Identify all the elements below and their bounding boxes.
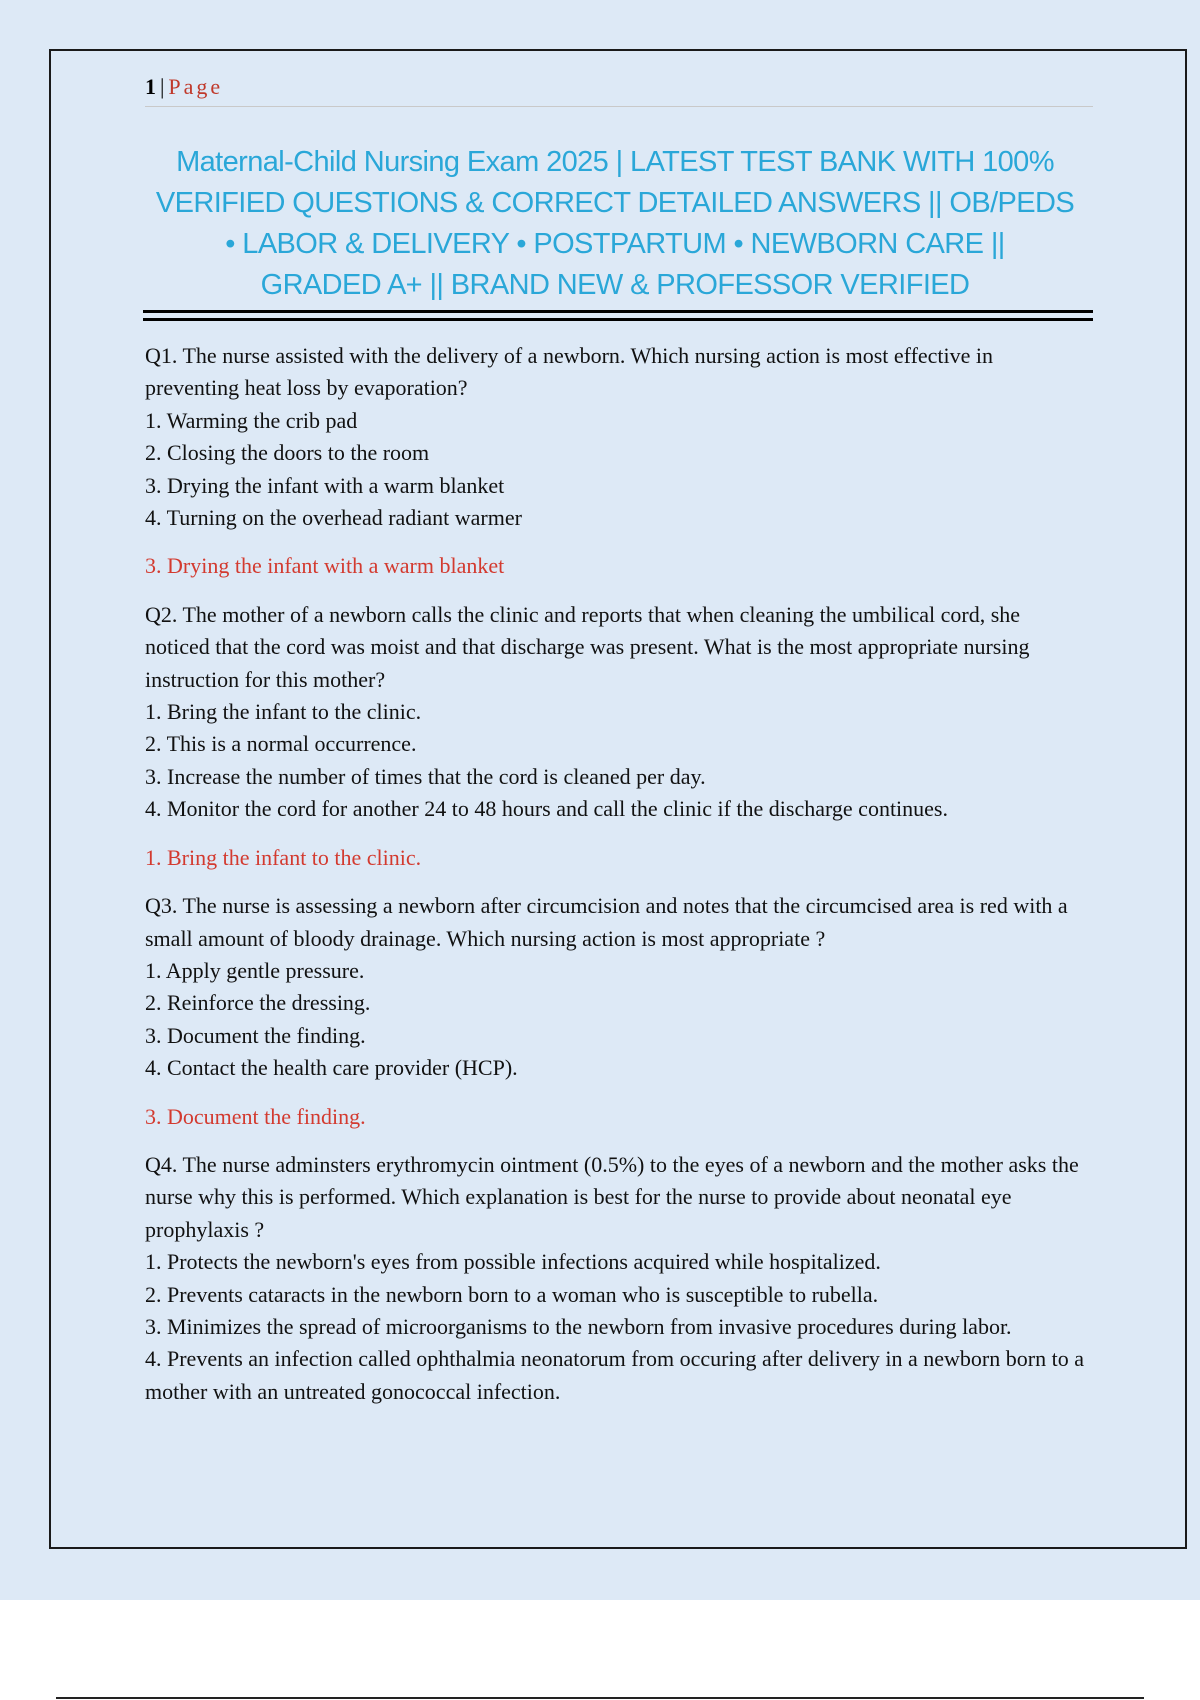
page-label: Page <box>168 74 224 99</box>
title-line: • LABOR & DELIVERY • POSTPARTUM • NEWBORN CARE || <box>225 228 1005 260</box>
title-double-rule <box>143 310 1093 321</box>
answer-option: 1. Bring the infant to the clinic. <box>145 699 422 725</box>
page-number: 1 <box>145 74 156 99</box>
title-line: Maternal-Child Nursing Exam 2025 | LATEST TEST BANK WITH 100% <box>176 146 1054 178</box>
question-1 <box>145 340 1090 583</box>
question-text: Q1. The nurse assisted with the delivery of a newborn. Which nursing action is most effective in preventing heat loss by evaporation? <box>145 343 994 401</box>
answer-option: 1. Protects the newborn's eyes from possible infections acquired while hospitalized. <box>145 1249 881 1275</box>
correct-answer: 3. Drying the infant with a warm blanket <box>145 553 505 579</box>
answer-option: 4. Turning on the overhead radiant warmer <box>145 505 522 531</box>
question-text: Q4. The nurse adminsters erythromycin ointment (0.5%) to the eyes of a newborn and the mother asks the nurse why this is performed. Which explanation is best for the nurse to provide about neonatal eye prophylaxis ? <box>145 1151 1079 1242</box>
answer-option: 4. Contact the health care provider (HCP). <box>145 1055 518 1081</box>
answer-option: 2. Closing the doors to the room <box>145 440 430 466</box>
question-2 <box>145 599 1090 874</box>
questions-list <box>145 340 1090 1408</box>
answer-option: 2. Reinforce the dressing. <box>145 990 371 1016</box>
answer-option: 2. Prevents cataracts in the newborn born to a woman who is susceptible to rubella. <box>145 1281 879 1307</box>
answer-option: 4. Prevents an infection called ophthalmia neonatorum from occuring after delivery in a newborn born to a mother with an untreated gonococcal infection. <box>145 1346 1084 1404</box>
question-text: Q2. The mother of a newborn calls the clinic and reports that when cleaning the umbilical cord, she noticed that the cord was moist and that discharge was present. What is the most appropriate nursing instruction for this mother? <box>145 601 1030 692</box>
title-line: GRADED A+ || BRAND NEW & PROFESSOR VERIFIED <box>260 269 970 301</box>
answer-option: 3. Document the finding. <box>145 1022 366 1048</box>
correct-answer: 1. Bring the infant to the clinic. <box>145 844 422 870</box>
correct-answer: 3. Document the finding. <box>145 1103 366 1129</box>
answer-option: 1. Apply gentle pressure. <box>145 957 365 983</box>
title-line: VERIFIED QUESTIONS & CORRECT DETAILED ANSWERS || OB/PEDS <box>155 187 1075 219</box>
answer-option: 3. Drying the infant with a warm blanket <box>145 472 505 498</box>
answer-option: 1. Warming the crib pad <box>145 407 358 433</box>
question-3 <box>145 890 1090 1133</box>
answer-option: 4. Monitor the cord for another 24 to 48 hours and call the clinic if the discharge continues. <box>145 796 948 822</box>
question-4 <box>145 1149 1090 1408</box>
next-page-edge-rule <box>56 1697 1144 1699</box>
answer-option: 3. Minimizes the spread of microorganisms to the newborn from invasive procedures during labor. <box>145 1313 1012 1339</box>
answer-option: 3. Increase the number of times that the cord is cleaned per day. <box>145 763 706 789</box>
page-separator: | <box>160 74 165 99</box>
document-title <box>135 142 1095 306</box>
page-header <box>145 74 1093 107</box>
question-text: Q3. The nurse is assessing a newborn after circumcision and notes that the circumcised area is red with a small amount of bloody drainage. Which nursing action is most appropriate ? <box>145 893 1068 951</box>
answer-option: 2. This is a normal occurrence. <box>145 731 417 757</box>
